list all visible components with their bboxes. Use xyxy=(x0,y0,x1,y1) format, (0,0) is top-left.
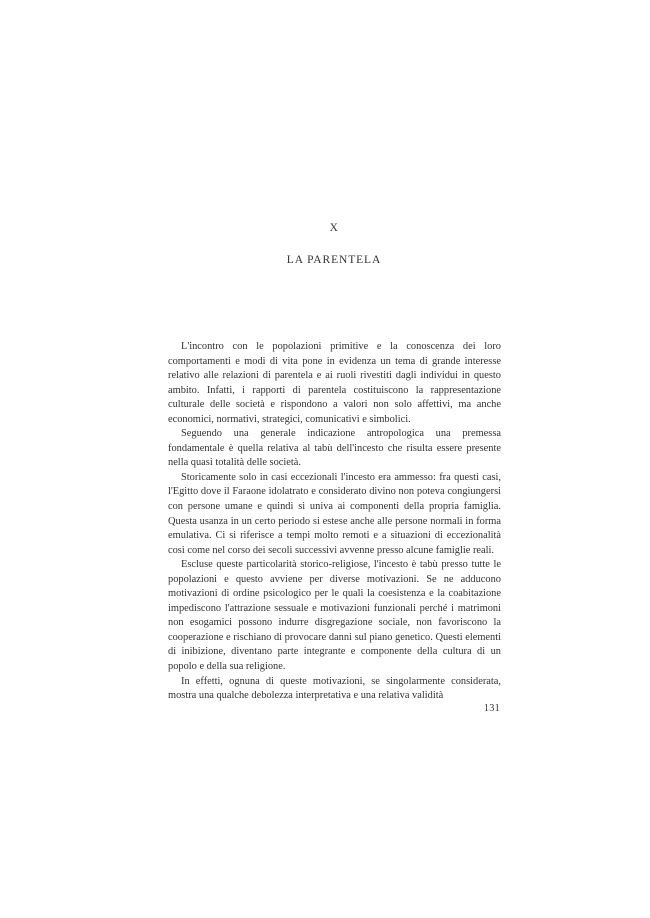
chapter-heading xyxy=(168,222,500,266)
paragraph: Seguendo una generale indicazione antropologica una premessa fondamentale è quella relativa al tabù dell'incesto che risulta essere presente nella quasi totalità delle società. xyxy=(168,428,501,469)
paragraph: L'incontro con le popolazioni primitive e la conoscenza dei loro comportamenti e modi di vita pone in evidenza un tema di grande interesse relativo alle relazioni di parentela e ai ruoli rivestiti dagli individui in questo ambito. Infatti, i rapporti di parentela costituiscono la rappresentazione culturale delle società e rispondono a valori non solo affettivi, ma anche economici, normativi, strategici, comunicativi e simbolici. xyxy=(168,341,501,425)
paragraph: Escluse queste particolarità storico-religiose, l'incesto è tabù presso tutte le popolazioni e questo avviene per diverse motivazioni. Se ne adducono motivazioni di ordine psicologico per le quali la coesistenza e la coabitazione impediscono l'attrazione sessuale e motivazioni funzionali perché i matrimoni non esogamici possono indurre disgregazione sociale, non favoriscono la cooperazione e rischiano di provocare danni sul piano genetico. Questi elementi di inibizione, diventano parte integrante e componente della cultura di un popolo e della sua religione. xyxy=(168,559,501,673)
body-text xyxy=(168,340,501,704)
page-number: 131 xyxy=(483,703,500,714)
chapter-title: LA PARENTELA xyxy=(286,253,382,266)
chapter-number: X xyxy=(329,222,339,234)
paragraph: Storicamente solo in casi eccezionali l'incesto era ammesso: fra questi casi, l'Egitto dove il Faraone idolatrato e considerato divino non poteva congiungersi con persone umane e quindi si univa ai componenti della propria famiglia. Questa usanza in un certo periodo si estese anche alle persone normali in forma emulativa. Ci si riferisce a tempi molto remoti e a situazioni di eccezionalità così come nel corso dei secoli successivi avvenne presso alcune famiglie reali. xyxy=(168,471,501,556)
paragraph: In effetti, ognuna di queste motivazioni, se singolarmente considerata, mostra una qualche debolezza interpretativa e una relativa validità xyxy=(168,675,501,702)
